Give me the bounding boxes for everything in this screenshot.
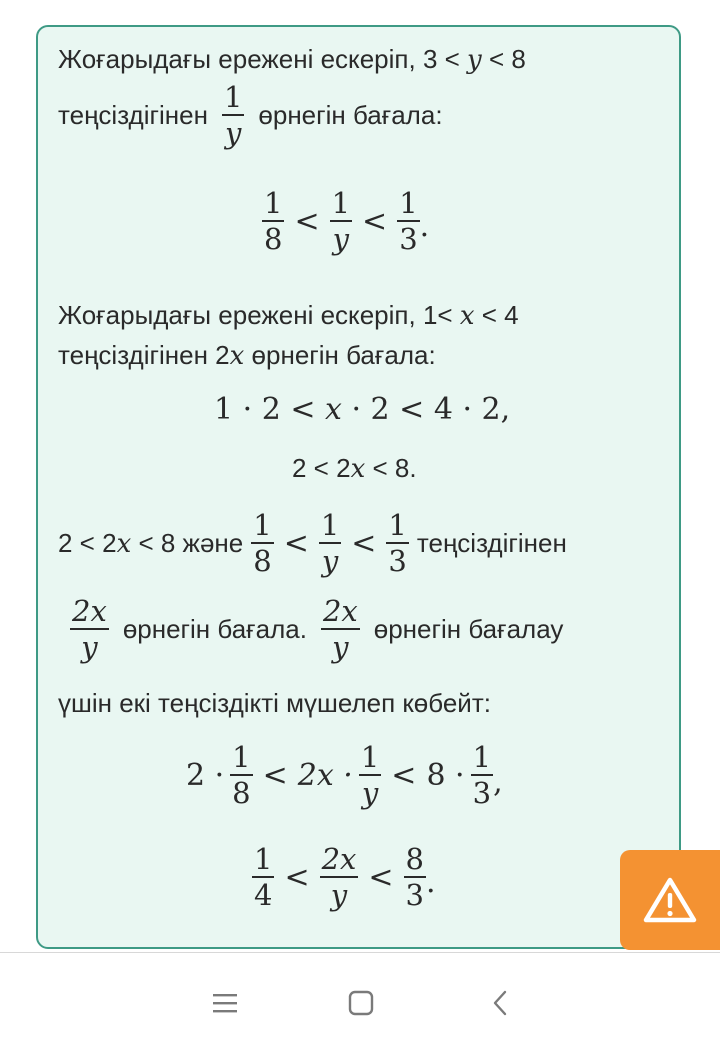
paragraph-3-line-2: $\frac{2x}{y}$ өрнегін бағала. $\frac{2x}{y}$ өрнегін бағалау (72, 594, 564, 664)
fraction-1-over-y: $\frac{1}{y}$ (223, 80, 243, 150)
paragraph-2-line-1: Жоғарыдағы ережені ескеріп, 1< x < 4 (58, 300, 519, 331)
equation-3: 2 < 2x < 8. (292, 453, 417, 484)
equation-1: $\frac{1}{8}$ < $\frac{1}{y}$ < $\frac{1}{3}$ . (264, 186, 430, 256)
equation-5: $\frac{1}{4}$ < $\frac{2x}{y}$ < $\frac{8}{3}$ . (254, 842, 436, 912)
nav-menu-button[interactable] (205, 983, 245, 1023)
nav-home-button[interactable] (341, 983, 381, 1023)
system-nav-bar (0, 952, 720, 1048)
paragraph-1-line-2: теңсіздігінен $\frac{1}{y}$ өрнегін бағала: (58, 80, 443, 150)
paragraph-3-line-3: үшін екі теңсіздікті мүшелеп көбейт: (58, 688, 491, 718)
paragraph-2-line-2: теңсіздігінен 2x өрнегін бағала: (58, 340, 436, 371)
solution-card (36, 25, 681, 949)
equation-2: 1 · 2 < x · 2 < 4 · 2, (214, 392, 511, 427)
back-chevron-icon (490, 990, 510, 1016)
paragraph-1-line-1: Жоғарыдағы ережені ескеріп, 3 < y < 8 (58, 44, 526, 75)
warning-triangle-icon (643, 876, 697, 924)
paragraph-3-line-1: 2 < 2x < 8 және $\frac{1}{8}$ < $\frac{1}{y}$ < $\frac{1}{3}$ теңсіздігінен (58, 508, 567, 578)
report-button[interactable] (620, 850, 720, 950)
menu-icon (212, 992, 238, 1014)
equation-4: 2 · $\frac{1}{8}$ < 2x · $\frac{1}{y}$ < 8 · $\frac{1}{3}$ , (186, 740, 503, 810)
nav-back-button[interactable] (480, 983, 520, 1023)
home-square-icon (348, 990, 374, 1016)
